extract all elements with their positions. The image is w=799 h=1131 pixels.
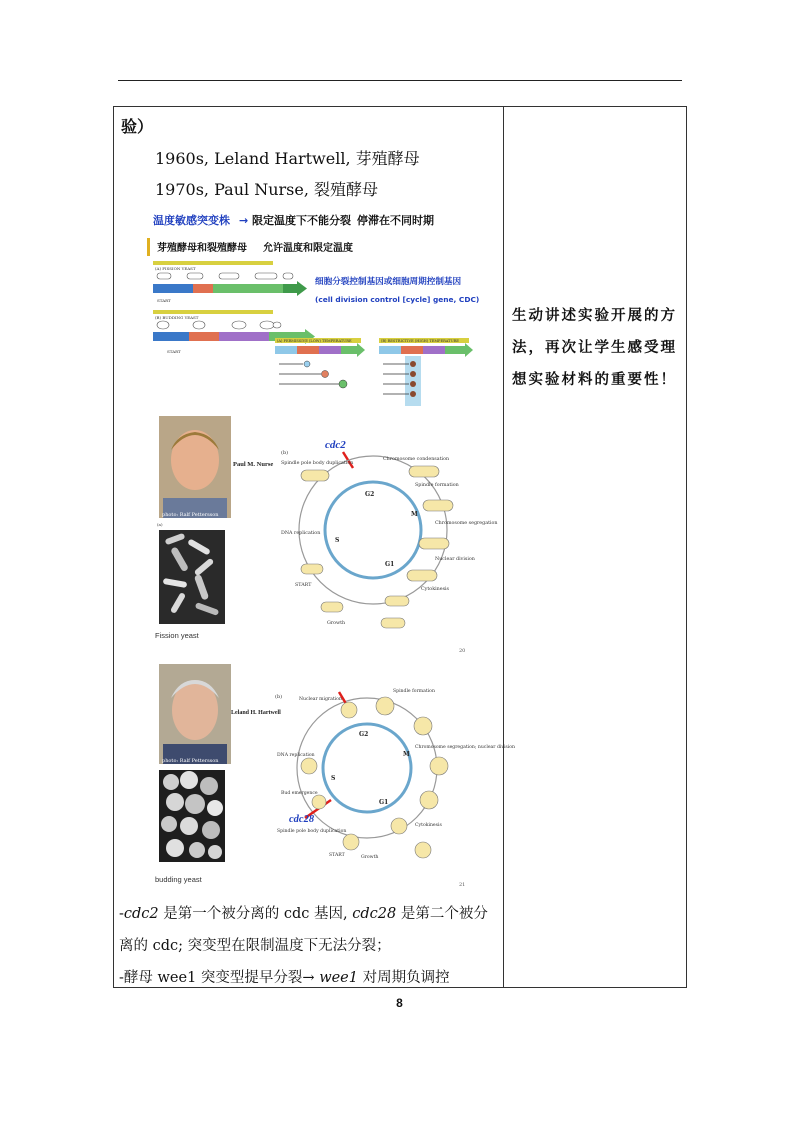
fig1-subtitle-b: 允许温度和限定温度	[263, 243, 353, 254]
page-number: 8	[396, 996, 403, 1010]
fig1-headline-b: 限定温度下不能分裂	[252, 214, 351, 227]
fig1-accent-bar	[147, 238, 150, 256]
fig1-headline-arrow: →	[239, 214, 249, 227]
cdc-subtitle: (cell division control [cycle] gene, CDC)	[315, 295, 480, 304]
budding-caption: budding yeast	[155, 875, 202, 884]
budding-cells	[157, 321, 281, 329]
cycle3-s: S	[331, 775, 336, 782]
permissive-label: (A) PERMISSIVE (LOW) TEMPERATURE	[277, 339, 352, 343]
label-spb-duplication-b: Spindle pole body duplication	[277, 829, 347, 834]
text-line-b: 离的 cdc; 突变型在限制温度下无法分裂；	[119, 938, 391, 954]
label-growth-b: Growth	[361, 855, 379, 860]
slide-number-21: 21	[459, 882, 466, 888]
right-cell	[504, 106, 687, 988]
fission-cells	[157, 273, 293, 279]
text-a-end: 是第二个被分	[396, 906, 488, 922]
cdc28-label: cdc28	[289, 814, 315, 825]
fig1-headline-a: 温度敏感突变株	[153, 214, 230, 227]
hartwell-photo-credit: photo: Ralf Pettersson	[162, 758, 219, 764]
label-cytokinesis: Cytokinesis	[421, 587, 450, 592]
nurse-portrait	[159, 416, 231, 518]
cycle3-g1: G1	[379, 799, 389, 806]
gene-cdc2: cdc2	[123, 906, 159, 922]
text-line-c	[119, 966, 450, 987]
restrictive-label: (B) RESTRICTIVE (HIGH) TEMPERATURE	[381, 339, 459, 343]
text-a-dash: -	[119, 906, 124, 922]
fission-caption: Fission yeast	[155, 631, 199, 640]
text-line-a	[119, 902, 488, 923]
label-growth: Growth	[327, 621, 346, 626]
label-nuclear-division: Nuclear division	[435, 557, 475, 562]
label-dna-replication: DNA replication	[281, 531, 321, 536]
cdc-title: 细胞分裂控制基因或细胞周期控制基因	[315, 277, 462, 287]
budding-label: (B) BUDDING YEAST	[155, 315, 199, 320]
nurse-panel-a: (a)	[157, 522, 163, 527]
fission-phase-arrow	[153, 281, 307, 296]
hartwell-portrait	[159, 664, 231, 764]
cycle2-m: M	[411, 511, 418, 518]
fig1-headline-c: 停滞在不同时期	[357, 214, 434, 227]
start-label-a: START	[157, 298, 171, 303]
permissive-phase-bar	[275, 343, 365, 357]
fission-label: (A) FISSION YEAST	[155, 266, 196, 271]
fig1-subtitle-a: 芽殖酵母和裂殖酵母	[157, 243, 247, 254]
label-chromosome-segregation: Chromosome segregation	[435, 521, 498, 526]
nurse-photo-credit: photo: Ralf Pettersson	[162, 512, 219, 518]
text-a-middle: 是第一个被分离的 cdc 基因,	[158, 906, 353, 922]
nurse-line: 1970s, Paul Nurse, 裂殖酵母	[155, 180, 379, 199]
start-label-b: START	[167, 349, 181, 354]
text-c-end: 对周期负调控	[358, 970, 450, 986]
cycle3-outer-ring	[297, 698, 437, 838]
cycle3-panel-b: (b)	[275, 694, 283, 700]
label-start: START	[295, 583, 312, 588]
restrictive-phase-bar	[379, 343, 473, 357]
cycle2-panel-b: (b)	[281, 450, 289, 456]
hartwell-line: 1960s, Leland Hartwell, 芽殖酵母	[155, 149, 420, 168]
cdc2-label: cdc2	[325, 439, 346, 451]
slide-number-20: 20	[459, 648, 466, 654]
label-chromosome-condensation: Chromosome condensation	[383, 457, 450, 462]
ts-mutant-figure	[143, 206, 491, 406]
header-rule	[118, 80, 682, 81]
label-spindle-formation: Spindle formation	[415, 483, 459, 488]
label-bud-emergence: Bud emergence	[281, 791, 318, 796]
label-spindle-formation-b: Spindle formation	[393, 689, 435, 694]
label-nuclear-migration: Nuclear migration	[299, 697, 342, 702]
cycle3-m: M	[403, 751, 410, 758]
cycle2-g1: G1	[385, 561, 395, 568]
left-cell	[113, 106, 515, 988]
fission-yeast-sem	[159, 530, 225, 624]
label-start-b: START	[329, 853, 345, 858]
label-chromosome-segregation-b: Chromosome segregation; nuclear division	[415, 745, 515, 750]
gene-wee1: wee1	[319, 970, 358, 986]
cycle3-g2: G2	[359, 731, 369, 738]
teaching-note: 生动讲述实验开展的方法，再次让学生感受理想实验材料的重要性！	[512, 308, 677, 388]
budding-yeast-sem	[159, 770, 225, 862]
text-c-start: -酵母 wee1 突变型提早分裂→	[119, 970, 320, 986]
budding-yeast-figure	[153, 662, 515, 888]
cycle2-g2: G2	[365, 491, 375, 498]
cycle2-s: S	[335, 537, 340, 544]
hartwell-name: Leland H. Hartwell	[231, 710, 281, 716]
permissive-arrows	[279, 361, 347, 388]
gene-cdc28: cdc28	[352, 906, 397, 922]
fission-yeast-figure	[153, 414, 498, 658]
label-cytokinesis-b: Cytokinesis	[415, 823, 442, 828]
nurse-name: Paul M. Nurse	[233, 461, 274, 468]
label-dna-replication-b: DNA replication	[277, 753, 315, 758]
label-spb-duplication: Spindle pole body duplication	[281, 461, 354, 466]
continued-text: 验）	[121, 117, 154, 136]
